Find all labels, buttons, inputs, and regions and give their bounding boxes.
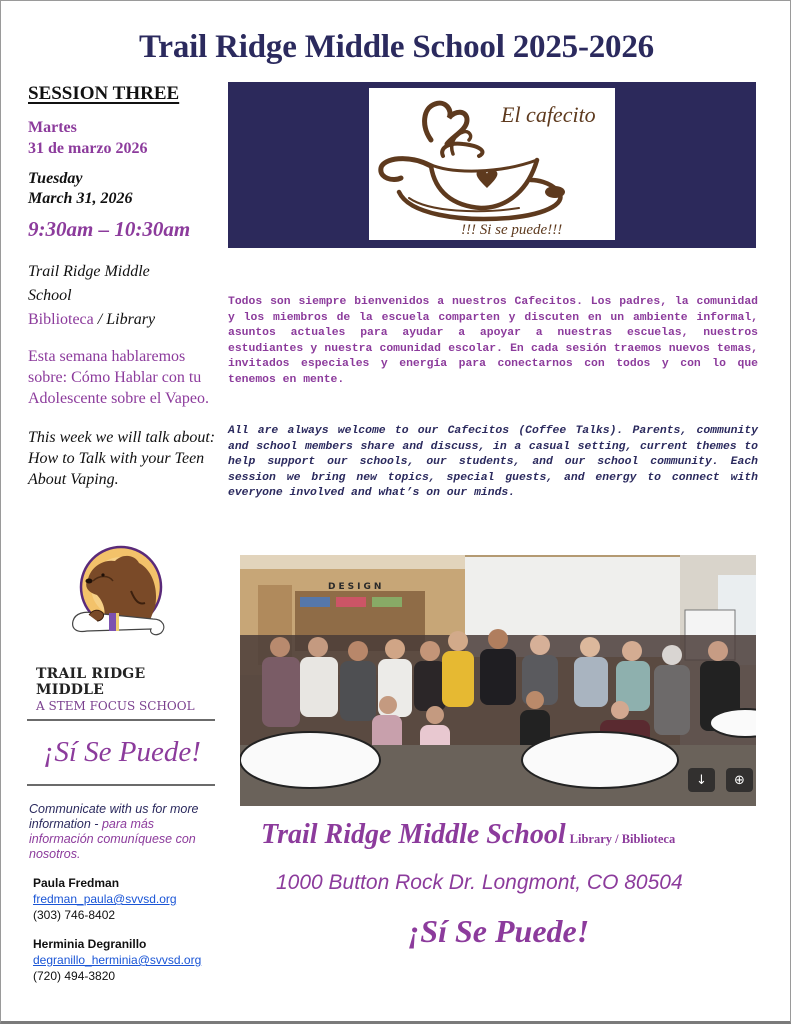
contact-email-link[interactable]: degranillo_herminia@svvsd.org: [33, 953, 202, 967]
contact-person: [29, 875, 219, 923]
coffee-cup-icon: [369, 88, 615, 240]
school-name: TRAIL RIDGE MIDDLE: [36, 666, 146, 698]
group-photo: [240, 555, 756, 806]
topic-spanish: Esta semana hablaremos sobre: Cómo Hablar con tu Adolescente sobre el Vapeo.: [28, 348, 209, 407]
cafecito-banner: [228, 82, 756, 248]
school-logo: [28, 541, 218, 713]
location-line-1: Trail Ridge Middle: [28, 263, 150, 280]
cafecito-tagline: !!! Si se puede!!!: [461, 222, 563, 238]
contact-name: Paula Fredman: [33, 876, 120, 890]
add-to-album-button[interactable]: [726, 768, 753, 792]
contact-email-link[interactable]: fredman_paula@svvsd.org: [33, 892, 177, 906]
day-english: Tuesday: [28, 170, 83, 187]
download-image-button[interactable]: [688, 768, 715, 792]
date-spanish-value: 31 de marzo 2026: [28, 140, 148, 157]
contact-phone: (720) 494-3820: [33, 969, 116, 983]
footer-location-label: Library / Biblioteca: [569, 832, 676, 846]
footer-address: 1000 Button Rock Dr. Longmont, CO 80504: [276, 871, 683, 894]
paragraph-spanish: Todos son siempre bienvenidos a nuestros Cafecitos. Los padres, la comunidad y los miembros de la escuela comparten y discuten en un ambiente informal, asuntos actuales para ayudar a apoyar a nuestras escuelas, nuestros estudiantes y nuestra comunidad escolar. En cada sesión traemos nuevos temas, invitados especiales y energía para conectarnos con todos y con lo que tenemos en mente.: [228, 296, 758, 386]
contact-intro: [29, 802, 219, 862]
footer-slogan: ¡Sí Se Puede!: [407, 913, 590, 949]
date-english-value: March 31, 2026: [28, 190, 133, 207]
contact-intro-es: para más información comuníquese con nosotros.: [29, 817, 196, 861]
paragraph-english: All are always welcome to our Cafecitos (Coffee Talks). Parents, community and school members share and discuss, in a casual setting, current themes to help support our schools, our students, and our school community. Each session we bring new topics, special guests, and energy to connect with everyone involved and what’s on our minds.: [228, 425, 758, 500]
cafecito-title: El cafecito: [501, 102, 596, 127]
session-location: [28, 260, 218, 332]
date-spanish: [28, 117, 218, 159]
download-icon: ↓: [696, 772, 707, 788]
footer-school-name-text: Trail Ridge Middle School: [261, 819, 566, 850]
slogan-left: ¡Sí Se Puede!: [43, 736, 201, 768]
contact-phone: (303) 746-8402: [33, 908, 116, 922]
contact-intro-en: Communicate with us for more information -: [29, 802, 199, 831]
contact-name: Herminia Degranillo: [33, 937, 147, 951]
divider-top: [27, 719, 215, 721]
page-title: Trail Ridge Middle School 2025-2026: [139, 29, 654, 65]
divider-bottom: [27, 784, 215, 786]
group-photo-image: [240, 555, 756, 806]
location-room-es: Biblioteca: [28, 311, 94, 328]
session-heading: SESSION THREE: [28, 83, 180, 104]
photo-wall-sign: DESIGN: [328, 582, 385, 592]
add-icon: ⊕: [734, 772, 745, 788]
topic-english: This week we will talk about: How to Talk with your Teen About Vaping.: [28, 429, 216, 488]
location-line-2: School: [28, 287, 72, 304]
school-tagline: A STEM FOCUS SCHOOL: [36, 699, 195, 713]
bear-mascot-icon: [63, 541, 173, 641]
session-time: 9:30am – 10:30am: [28, 217, 191, 241]
location-room: [28, 308, 218, 332]
location-room-en: Library: [106, 311, 156, 328]
footer-school-name: [261, 819, 675, 851]
contact-person: [29, 936, 219, 984]
location-sep: /: [93, 311, 107, 328]
cafecito-logo: [369, 88, 615, 240]
contact-section: [29, 802, 219, 984]
session-details: [28, 83, 218, 490]
day-spanish: Martes: [28, 119, 77, 136]
date-english: [28, 169, 218, 209]
